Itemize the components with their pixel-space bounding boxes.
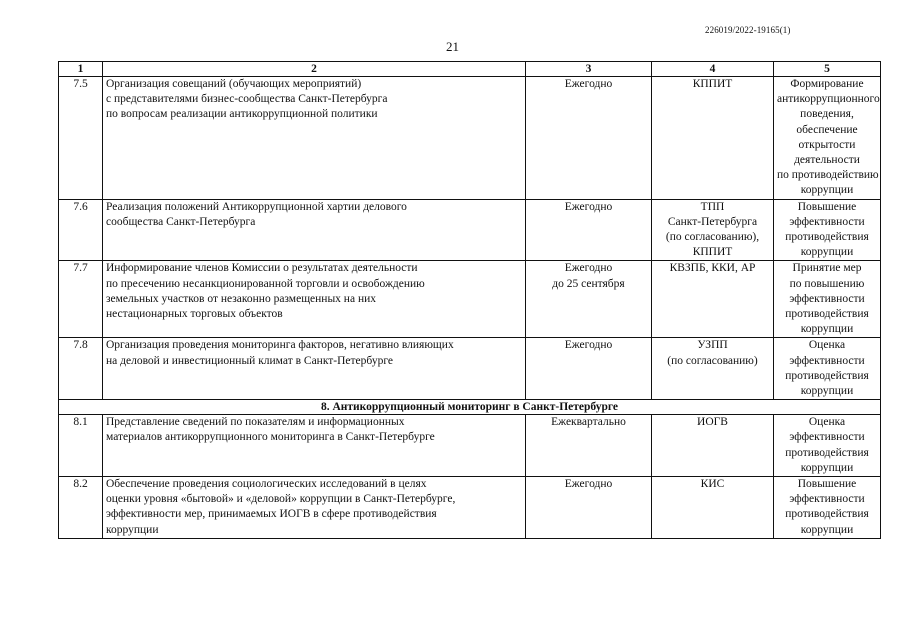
- table-body-section-7: [59, 77, 881, 400]
- executor-cell: [652, 261, 774, 338]
- measure-text-cell: [103, 338, 526, 400]
- term-cell: [526, 415, 652, 477]
- measure-text-line: Представление сведений по показателям и информационных: [106, 416, 405, 429]
- section-header-row: [59, 400, 881, 415]
- row-number-cell: 7.6: [59, 199, 103, 261]
- measure-text-line: Обеспечение проведения социологических исследований в целях: [106, 478, 427, 491]
- result-line: Формирование: [790, 78, 864, 90]
- executor-line: (по согласованию): [667, 354, 758, 367]
- result-line: эффективности: [789, 431, 865, 444]
- table-row: [59, 338, 881, 400]
- term-line: Ежегодно: [564, 262, 613, 275]
- measure-text-line: Информирование членов Комиссии о результатах деятельности: [106, 262, 418, 275]
- result-line: эффективности: [789, 292, 865, 305]
- result-line: открытости: [798, 138, 856, 151]
- result-line: противодействия: [785, 508, 869, 521]
- result-cell: [774, 477, 881, 539]
- executor-line: УЗПП: [697, 339, 728, 352]
- table-row: [59, 477, 881, 539]
- result-line: противодействия: [785, 446, 869, 459]
- result-line: коррупции: [800, 323, 854, 336]
- result-line: коррупции: [800, 385, 854, 398]
- measure-text-line: оценки уровня «бытовой» и «деловой» коррупции в Санкт-Петербурге,: [106, 493, 456, 506]
- measure-text-line: по пресечению несанкционированной торговли и освобождению: [106, 277, 425, 290]
- result-line: Оценка: [808, 416, 846, 429]
- result-line: коррупции: [800, 461, 854, 474]
- executor-cell: [652, 77, 774, 200]
- result-cell: [774, 261, 881, 338]
- term-cell: [526, 77, 652, 200]
- column-header: 5: [774, 62, 881, 77]
- executor-line: ТПП: [700, 200, 725, 213]
- result-line: по противодействию: [777, 169, 879, 182]
- page-number: 21: [446, 39, 459, 54]
- measure-text-cell: [103, 77, 526, 200]
- executor-line: ИОГВ: [697, 416, 728, 429]
- executor-line: КИС: [700, 478, 725, 491]
- measure-text-line: Организация проведения мониторинга факторов, негативно влияющих: [106, 339, 454, 352]
- column-header: 3: [526, 62, 652, 77]
- measure-text-cell: [103, 415, 526, 477]
- table-row: [59, 415, 881, 477]
- measure-text-cell: [103, 261, 526, 338]
- measures-table: [58, 61, 881, 539]
- term-line: Ежегодно: [564, 200, 613, 213]
- row-number-cell: 8.1: [59, 415, 103, 477]
- measure-text-line: материалов антикоррупционного мониторинга в Санкт-Петербурге: [106, 431, 435, 444]
- term-line: Ежеквартально: [551, 416, 626, 429]
- term-line: Ежегодно: [564, 339, 613, 352]
- table-row: [59, 199, 881, 261]
- result-line: эффективности: [789, 354, 865, 367]
- row-number-cell: 7.7: [59, 261, 103, 338]
- term-cell: [526, 199, 652, 261]
- result-line: Повышение: [797, 200, 857, 213]
- executor-cell: [652, 477, 774, 539]
- table-header-row: [59, 62, 881, 77]
- result-line: антикоррупционного: [777, 93, 880, 106]
- measure-text-line: коррупции: [106, 523, 159, 536]
- executor-line: Санкт-Петербурга: [667, 215, 758, 228]
- executor-line: (по согласованию),: [665, 231, 760, 244]
- term-line: Ежегодно: [564, 78, 613, 90]
- result-line: Оценка: [808, 339, 846, 352]
- measure-text-line: эффективности мер, принимаемых ИОГВ в сфере противодействия: [106, 508, 437, 521]
- result-line: деятельности: [794, 154, 860, 167]
- result-cell: [774, 338, 881, 400]
- measure-text-line: Реализация положений Антикоррупционной хартии делового: [106, 200, 407, 213]
- result-line: по повышению: [789, 277, 865, 290]
- executor-cell: [652, 338, 774, 400]
- measure-text-line: нестационарных торговых объектов: [106, 308, 283, 321]
- executor-cell: [652, 199, 774, 261]
- measure-text-cell: [103, 477, 526, 539]
- result-line: коррупции: [800, 523, 854, 536]
- result-line: противодействия: [785, 308, 869, 321]
- measure-text-cell: [103, 199, 526, 261]
- result-cell: [774, 77, 881, 200]
- result-line: Принятие мер: [792, 262, 862, 275]
- result-line: коррупции: [800, 246, 854, 259]
- term-line: Ежегодно: [564, 478, 613, 491]
- result-line: обеспечение: [796, 123, 858, 136]
- result-cell: [774, 199, 881, 261]
- term-cell: [526, 338, 652, 400]
- executor-cell: [652, 415, 774, 477]
- measure-text-line: на деловой и инвестиционный климат в Санкт-Петербурге: [106, 354, 393, 367]
- measure-text-line: по вопросам реализации антикоррупционной политики: [106, 108, 378, 121]
- executor-line: КППИТ: [692, 246, 733, 259]
- section-title: 8. Антикоррупционный мониторинг в Санкт-Петербурге: [59, 400, 881, 415]
- measure-text-line: земельных участков от незаконно размещенных на них: [106, 292, 377, 305]
- result-line: Повышение: [797, 478, 857, 491]
- term-line: до 25 сентября: [552, 277, 625, 290]
- result-cell: [774, 415, 881, 477]
- result-line: противодействия: [785, 369, 869, 382]
- term-cell: [526, 477, 652, 539]
- result-line: противодействия: [785, 231, 869, 244]
- measure-text-line: с представителями бизнес-сообщества Санкт-Петербурга: [106, 93, 388, 106]
- result-line: эффективности: [789, 493, 865, 506]
- column-header: 2: [103, 62, 526, 77]
- row-number-cell: 7.5: [59, 77, 103, 200]
- table-body-section-8: [59, 415, 881, 539]
- table-row: [59, 261, 881, 338]
- document-id: 226019/2022-19165(1): [705, 25, 791, 35]
- executor-line: КППИТ: [692, 78, 733, 90]
- result-line: коррупции: [800, 184, 854, 197]
- row-number-cell: 8.2: [59, 477, 103, 539]
- column-header: 1: [59, 62, 103, 77]
- measure-text-line: Организация совещаний (обучающих мероприятий): [106, 78, 362, 90]
- result-line: поведения,: [800, 108, 854, 121]
- row-number-cell: 7.8: [59, 338, 103, 400]
- table-row: [59, 77, 881, 200]
- result-line: эффективности: [789, 215, 865, 228]
- executor-line: КВЗПБ, ККИ, АР: [669, 262, 756, 275]
- column-header: 4: [652, 62, 774, 77]
- term-cell: [526, 261, 652, 338]
- measure-text-line: сообщества Санкт-Петербурга: [106, 215, 256, 228]
